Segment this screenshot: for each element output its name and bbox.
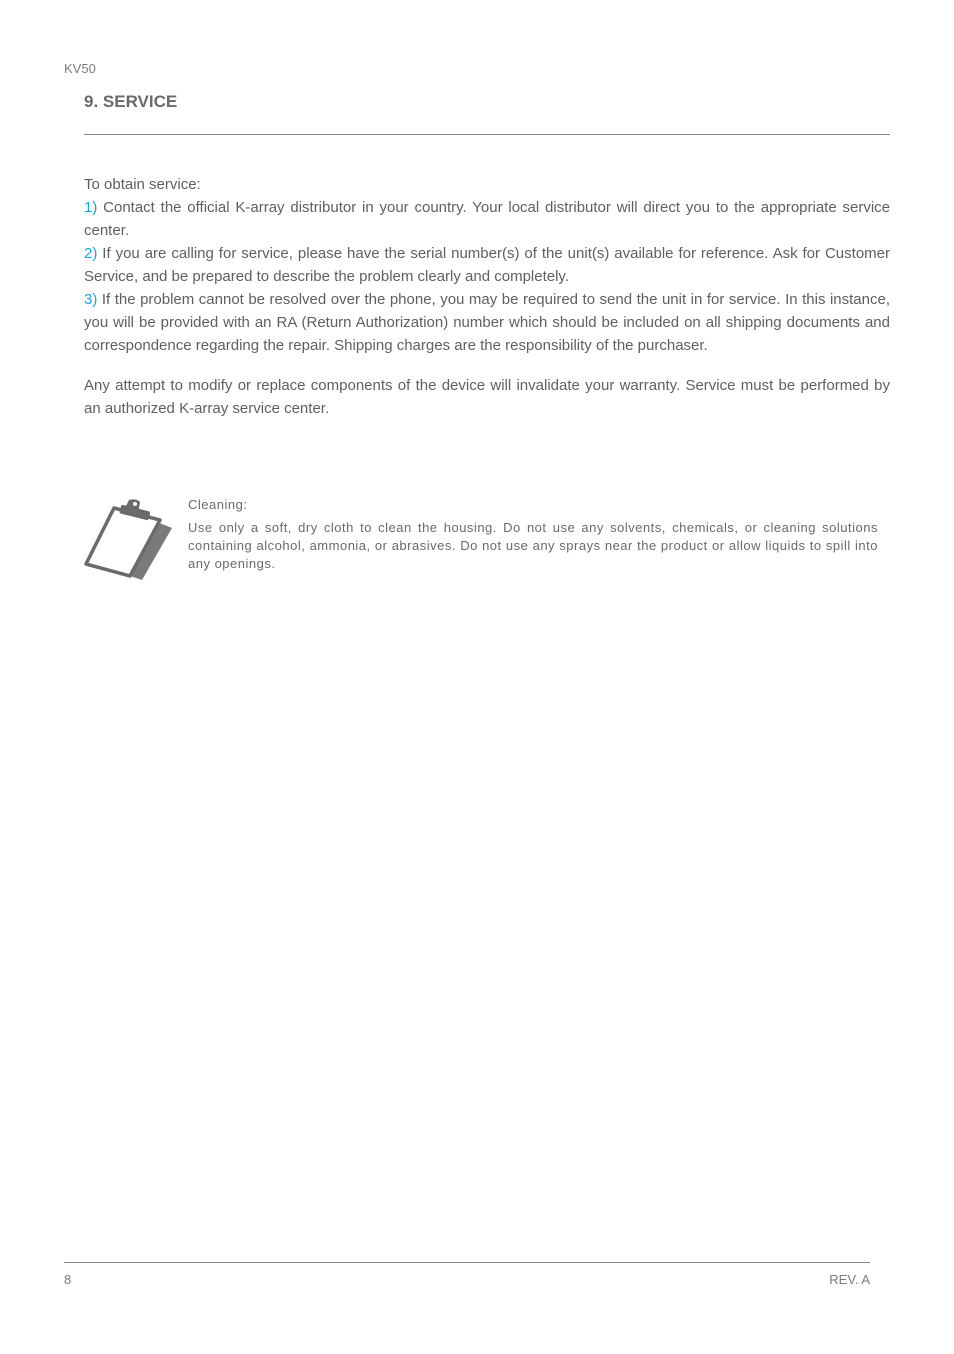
paragraph-gap [84, 357, 890, 374]
step-text: Contact the official K-array distributor in your country. Your local distributor will direct you to the appropriate service center. [84, 199, 890, 239]
cleaning-note-text [188, 496, 878, 573]
revision-label: REV. A [829, 1272, 870, 1287]
section-title: 9. SERVICE [84, 92, 178, 111]
service-intro: To obtain service: [84, 176, 201, 193]
step-number: 2) [84, 245, 98, 262]
footer-divider [64, 1262, 870, 1263]
warranty-note: Any attempt to modify or replace components of the device will invalidate your warranty. Service must be performed by an authorized K-array service center. [84, 377, 890, 417]
clipboard-icon [84, 498, 174, 582]
header-model-name: KV50 [64, 61, 96, 76]
step-text: If you are calling for service, please have the serial number(s) of the unit(s) available for reference. Ask for Customer Service, and be prepared to describe the problem clearly and completely. [84, 245, 890, 285]
service-instructions [84, 173, 890, 420]
page-number: 8 [64, 1272, 72, 1287]
service-step-2 [84, 242, 890, 288]
step-number: 3) [84, 291, 98, 308]
step-number: 1) [84, 199, 98, 216]
cleaning-note-title: Cleaning: [188, 497, 248, 512]
service-step-1 [84, 196, 890, 242]
cleaning-note-body: Use only a soft, dry cloth to clean the housing. Do not use any solvents, chemicals, or cleaning solutions containing alcohol, ammonia, or abrasives. Do not use any sprays near the product or allow liquids to spill into any openings. [188, 520, 878, 571]
step-text: If the problem cannot be resolved over the phone, you may be required to send the unit in for service. In this instance, you will be provided with an RA (Return Authorization) number which should be included on all shipping documents and correspondence regarding the repair. Shipping charges are the responsibility of the purchaser. [84, 291, 890, 354]
title-divider [84, 134, 890, 135]
service-step-3 [84, 288, 890, 357]
